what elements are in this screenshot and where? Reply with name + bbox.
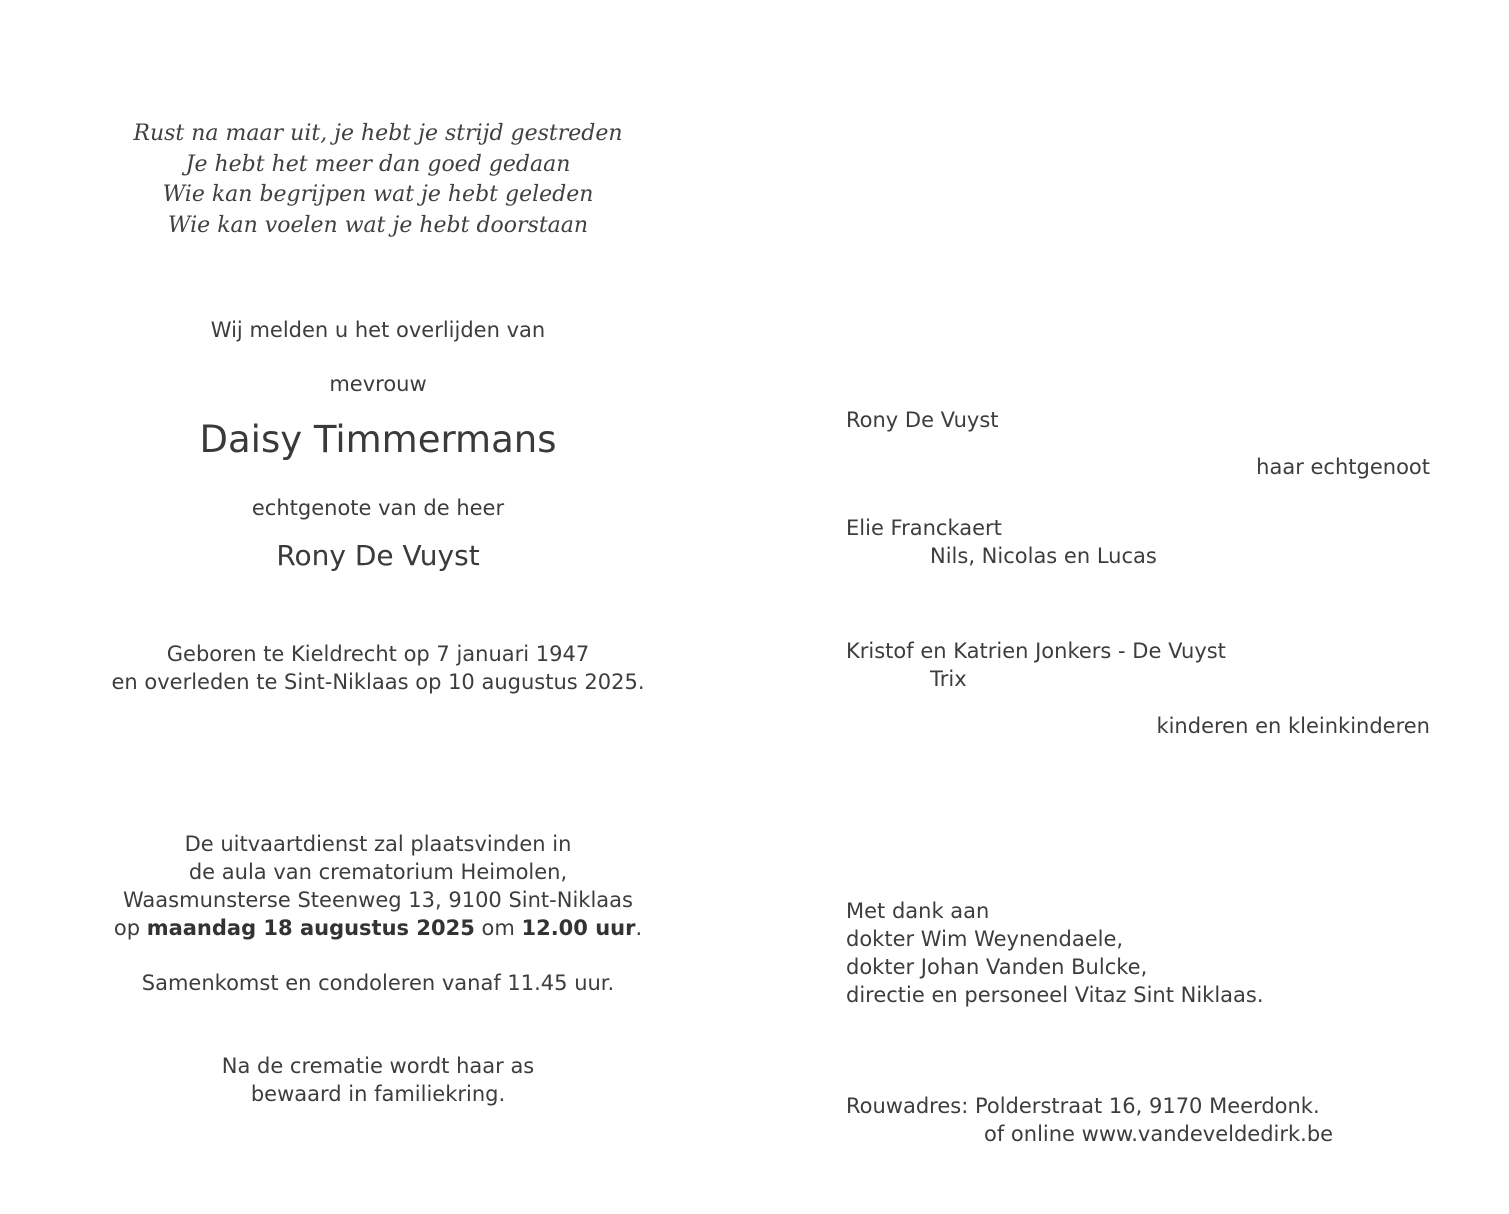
poem-line: Wie kan voelen wat je hebt doorstaan [167,212,589,238]
family-child1: Elie Franckaert [846,516,1002,540]
ashes-line: bewaard in familiekring. [250,1082,506,1106]
thanks-line: dokter Johan Vanden Bulcke, [846,955,1148,979]
announcement-intro: Wij melden u het overlijden van [210,318,546,342]
family-child2-grandchildren: Trix [930,667,967,691]
service-prefix: op [113,916,147,940]
service-time: 12.00 uur [521,916,636,940]
announcement-title: mevrouw [329,372,427,396]
family-child1-grandchildren: Nils, Nicolas en Lucas [930,544,1157,568]
poem [60,119,696,241]
thanks-line: Met dank aan [846,899,990,923]
birth-line: Geboren te Kieldrecht op 7 januari 1947 [166,642,590,666]
service-line: Waasmunsterse Steenweg 13, 9100 Sint-Niklaas [123,888,633,912]
service-date: maandag 18 augustus 2025 [146,916,475,940]
family-spouse: Rony De Vuyst [846,408,999,432]
deceased-name: Daisy Timmermans [199,418,557,461]
ashes-line: Na de crematie wordt haar as [221,1054,535,1078]
service-line: de aula van crematorium Heimolen, [188,860,568,884]
service-block [60,830,696,942]
poem-line: Wie kan begrijpen wat je hebt geleden [162,182,594,207]
gathering-text: Samenkomst en condoleren vanaf 11.45 uur. [141,971,615,995]
thanks-line: directie en personeel Vitaz Sint Niklaas. [846,983,1264,1007]
family-spouse-role: haar echtgenoot [1256,455,1430,479]
dates-block [60,640,696,696]
service-line: De uitvaartdienst zal plaatsvinden in [184,832,572,856]
death-line: en overleden te Sint-Niklaas op 10 augustus 2025. [111,670,645,694]
ashes-block [60,1052,696,1108]
relation-text: echtgenote van de heer [251,496,505,520]
thanks-line: dokter Wim Weynendaele, [846,927,1124,951]
poem-line: Rust na maar uit, je hebt je strijd gestreden [133,121,623,146]
thanks-block [846,897,1264,1009]
service-mid: om [474,916,522,940]
poem-line: Je hebt het meer dan goed gedaan [185,151,571,177]
family-children-role: kinderen en kleinkinderen [1156,714,1430,738]
spouse-name: Rony De Vuyst [276,539,480,572]
family-child2: Kristof en Katrien Jonkers - De Vuyst [846,639,1226,663]
service-date-line [60,914,696,942]
service-suffix: . [635,916,643,940]
online-line: of online www.vandeveldedirk.be [984,1122,1334,1146]
address-line: Rouwadres: Polderstraat 16, 9170 Meerdonk. [846,1094,1320,1118]
